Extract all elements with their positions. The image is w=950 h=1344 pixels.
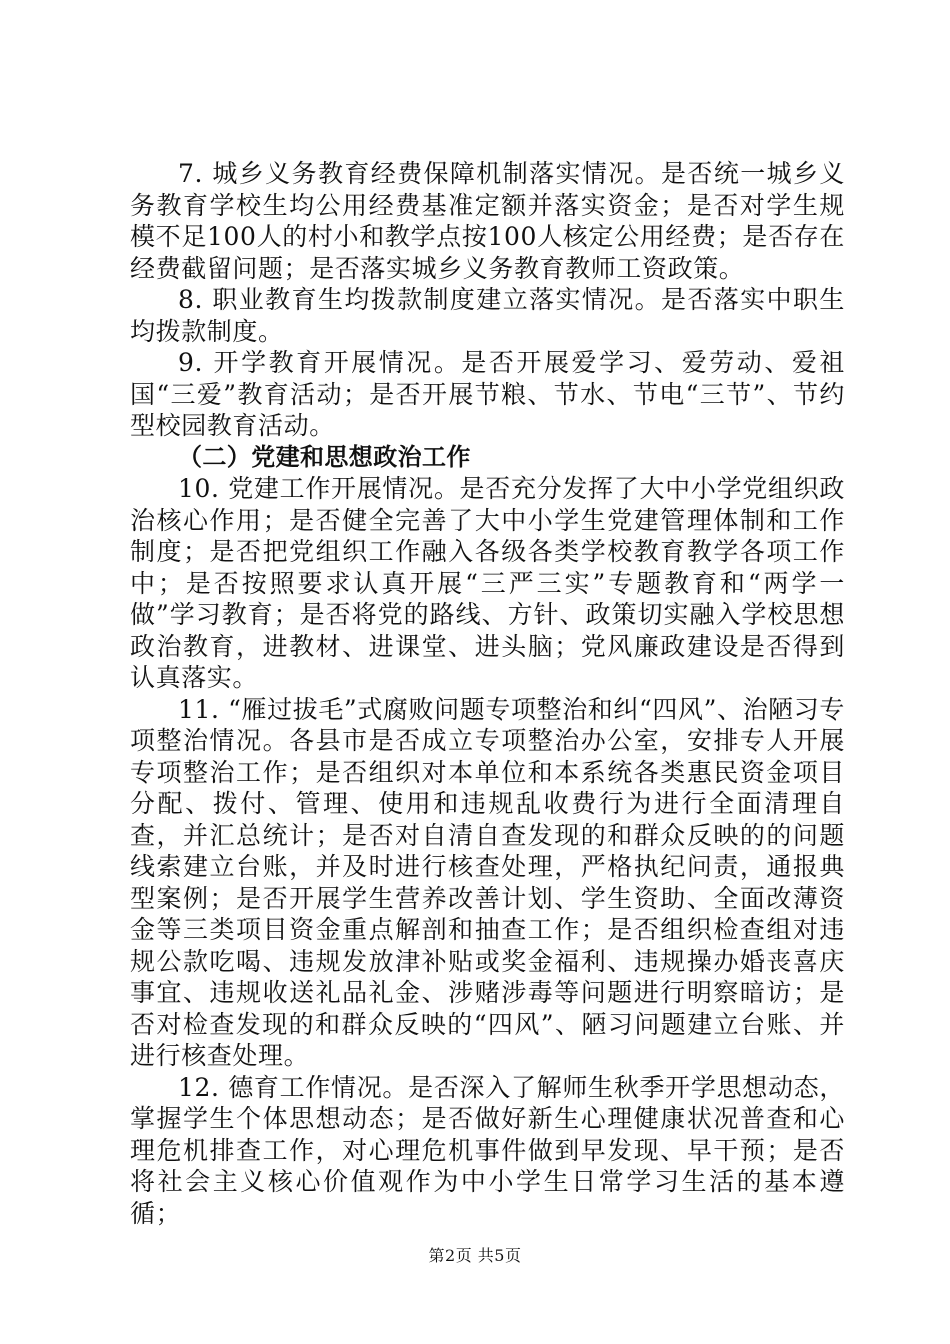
paragraph-item-11: 11. “雁过拔毛”式腐败问题专项整治和纠“四风”、治陋习专项整治情况。各县市是否成立专项整治办公室，安排专人开展专项整治工作；是否组织对本单位和本系统各类惠民资金项目分配、拨付、管理、使用和违规乱收费行为进行全面清理自查，并汇总统计；是否对自清自查发现的和群众反映的的问题线索建立台账，并及时进行核查处理，严格执纪问责，通报典型案例；是否开展学生营养改善计划、学生资助、全面改薄资金等三类项目资金重点解剖和抽查工作；是否组织检查组对违规公款吃喝、违规发放津补贴或奖金福利、违规操办婚丧喜庆事宜、违规收送礼品礼金、涉赌涉毒等问题进行明察暗访；是否对检查发现的和群众反映的“四风”、陋习问题建立台账、并进行核查处理。 (130, 694, 845, 1070)
page-footer: 第2页 共5页 (428, 1246, 522, 1265)
paragraph-item-9: 9. 开学教育开展情况。是否开展爱学习、爱劳动、爱祖国“三爱”教育活动；是否开展节粮、节水、节电“三节”、节约型校园教育活动。 (130, 348, 845, 440)
paragraph-item-8: 8. 职业教育生均拨款制度建立落实情况。是否落实中职生均拨款制度。 (130, 285, 845, 346)
paragraph-item-7: 7. 城乡义务教育经费保障机制落实情况。是否统一城乡义务教育学校生均公用经费基准定额并落实资金；是否对学生规模不足100人的村小和教学点按100人核定公用经费；是否存在经费截留问题；是否落实城乡义务教育教师工资政策。 (130, 159, 845, 283)
paragraph-item-10: 10. 党建工作开展情况。是否充分发挥了大中小学党组织政治核心作用；是否健全完善了大中小学生党建管理体制和工作制度；是否把党组织工作融入各级各类学校教育教学各项工作中；是否按照要求认真开展“三严三实”专题教育和“两学一做”学习教育；是否将党的路线、方针、政策切实融入学校思想政治教育，进教材、进课堂、进头脑；党风廉政建设是否得到认真落实。 (130, 474, 845, 692)
paragraph-item-12: 12. 德育工作情况。是否深入了解师生秋季开学思想动态，掌握学生个体思想动态；是否做好新生心理健康状况普查和心理危机排查工作，对心理危机事件做到早发现、早干预；是否将社会主义核心价值观作为中小学生日常学习生活的基本遵循； (130, 1072, 845, 1228)
document-body (130, 158, 845, 1229)
section-heading: （二）党建和思想政治工作 (178, 442, 471, 471)
